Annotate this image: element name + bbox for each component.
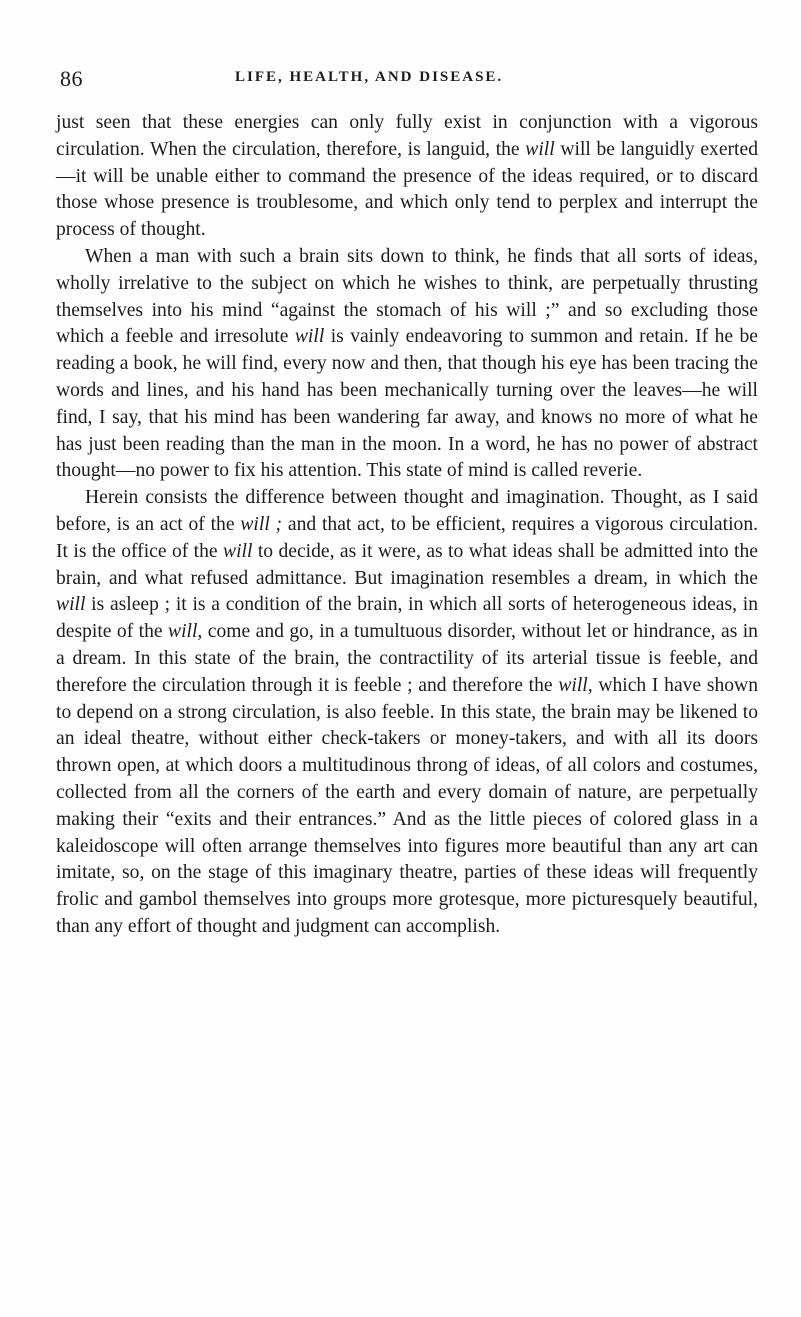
text-run: which I have shown to depend on a strong circulation, is also feeble. In this state, the brain may be likened to an ideal theatre, without either check-takers or money-takers, and with all its doors thrown open, at which doors a multitudinous throng of ideas, of all colors and costumes, collected from all the corners of the earth and every domain of nature, are perpetually making their “exits and their entrances.” And as the little pieces of colored glass in a kaleidoscope will often arrange themselves into figures more beautiful than any art can imitate, so, on the stage of this imaginary theatre, parties of these ideas will frequently frolic and gambol themselves into groups more grotesque, more picturesquely beautiful, than any effort of thought and judgment can accomplish. <box>56 674 759 937</box>
text-run: When a man with such a brain sits down to think, he finds that all sorts of ideas, wholly irrelative to the subject on which he wishes to think, are perpetually thrusting themselves into his mind “against the stomach of his will ;” and so excluding those which a feeble and irresolute <box>56 245 758 348</box>
text-run: will be languidly exerted—it will be unable either to command the presence of the ideas required, or to discard those whose presence is troublesome, and which only tend to perplex and interrupt the process of thought. <box>56 138 758 241</box>
text-run: and that act, to be efficient, requires a vigorous circulation. It is the office of the <box>56 513 759 562</box>
paragraph-3 <box>56 485 758 941</box>
italic-text: will <box>223 540 253 562</box>
paragraph-2 <box>56 244 758 485</box>
page-number: 86 <box>60 66 83 91</box>
running-title: LIFE, HEALTH, AND DISEASE. <box>235 69 504 85</box>
italic-text: will <box>525 138 555 160</box>
body-text <box>56 110 758 941</box>
italic-text: will, <box>558 674 593 696</box>
paragraph-1 <box>56 110 758 244</box>
italic-text: will, <box>168 621 203 643</box>
page-header <box>60 66 760 96</box>
italic-text: will ; <box>240 513 283 535</box>
text-run: to decide, as it were, as to what ideas shall be admitted into the brain, and what refused admittance. But imagination resembles a dream, in which the <box>56 540 758 589</box>
text-run: is asleep ; it is a condition of the brain, in which all sorts of heterogeneous ideas, in despite of the <box>56 594 758 643</box>
text-run: come and go, in a tumultuous disorder, without let or hindrance, as in a dream. In this state of the brain, the contractility of its arterial tissue is feeble, and therefore the circulation through it is feeble ; and therefore the <box>56 621 758 696</box>
italic-text: will <box>56 594 86 616</box>
text-run: is vainly endeavoring to summon and retain. If he be reading a book, he will find, every now and then, that though his eye has been tracing the words and lines, and his hand has been mechanically turning over the leaves—he will find, I say, that his mind has been wandering far away, and knows no more of what he has just been reading than the man in the moon. In a word, he has no power of abstract thought—no power to fix his attention. This state of mind is called reverie. <box>56 326 758 482</box>
text-run: just seen that these energies can only fully exist in conjunction with a vigorous circulation. When the circulation, therefore, is languid, the <box>56 112 758 160</box>
text-run: Herein consists the difference between thought and imagination. Thought, as I said before, is an act of the <box>56 487 758 535</box>
italic-text: will <box>294 326 325 348</box>
